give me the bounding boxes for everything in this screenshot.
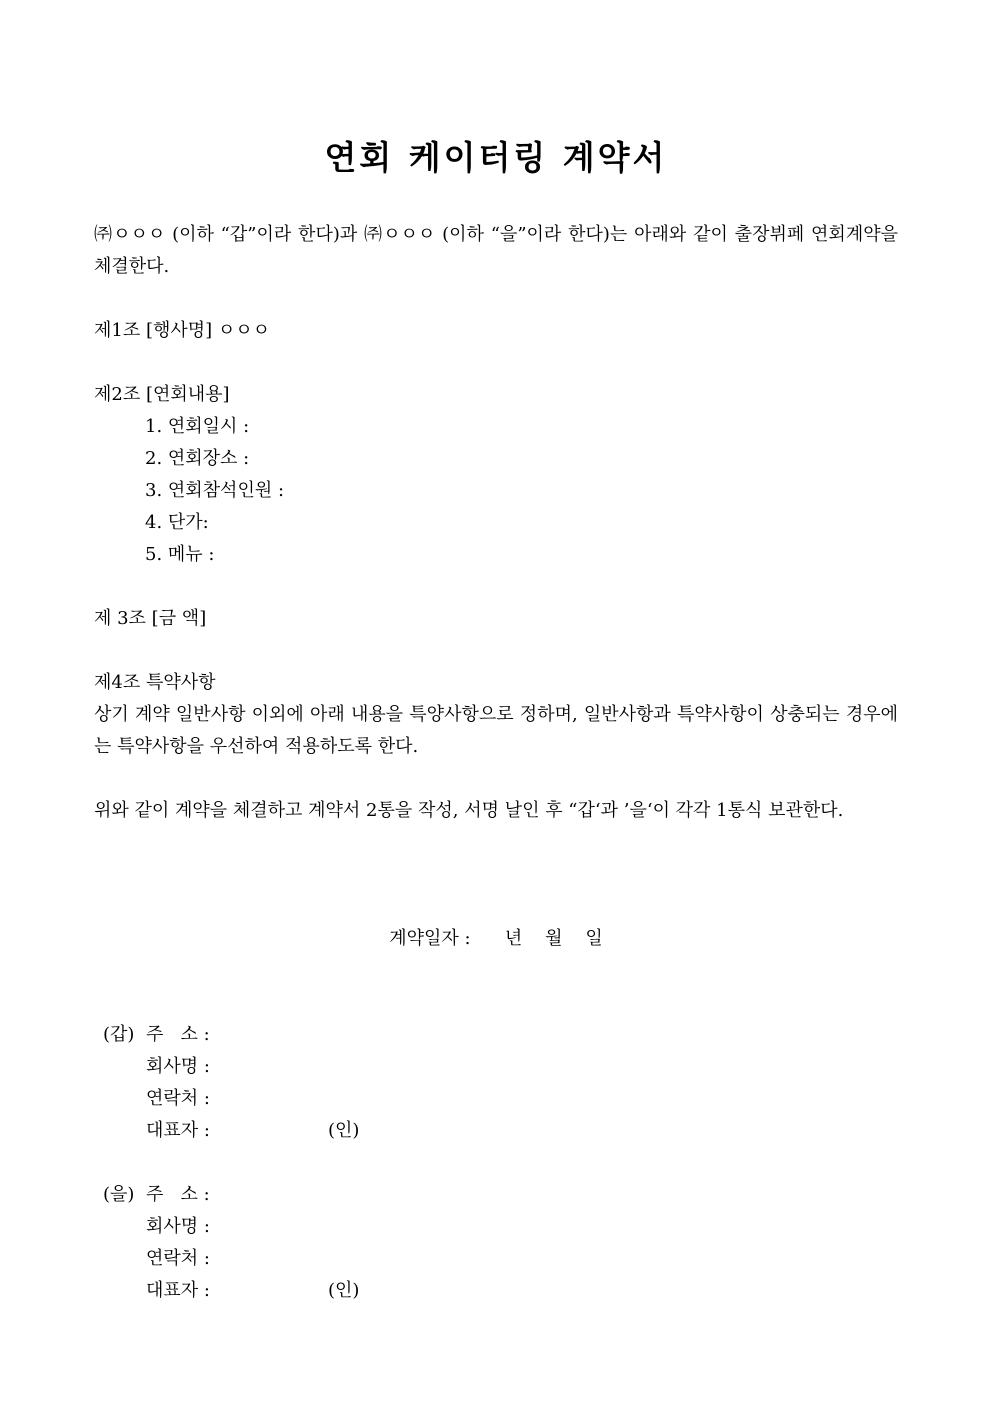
- article-2-item-2: 2. 연회장소 :: [145, 448, 250, 469]
- article-3: 제 3조 [금 액]: [94, 608, 207, 629]
- article-1: 제1조 [행사명] ㅇㅇㅇ: [94, 320, 271, 341]
- article-2-item-3: 3. 연회참석인원 :: [145, 480, 285, 501]
- party-eul-contact: 연락처 :: [146, 1248, 210, 1269]
- intro-paragraph: ㈜ㅇㅇㅇ (이하 “갑”이라 한다)과 ㈜ㅇㅇㅇ (이하 “을”이라 한다)는 아래와 같이 출장뷔페 연회계약을 체결한다.: [94, 224, 898, 277]
- article-2-item-4: 4. 단가:: [145, 512, 209, 533]
- party-gap-address: 주 소 :: [146, 1024, 210, 1045]
- party-gap-seal: (인): [328, 1120, 360, 1141]
- contract-date: 계약일자 : 년 월 일: [389, 928, 603, 949]
- party-eul-seal: (인): [328, 1280, 360, 1301]
- article-4-heading: 제4조 특약사항: [94, 672, 216, 693]
- party-gap-representative: 대표자 :: [146, 1120, 210, 1141]
- party-eul-address: 주 소 :: [146, 1184, 210, 1205]
- party-eul-company: 회사명 :: [146, 1216, 210, 1237]
- party-eul-label: (을): [103, 1184, 135, 1205]
- party-eul-representative: 대표자 :: [146, 1280, 210, 1301]
- article-4-body: 상기 계약 일반사항 이외에 아래 내용을 특양사항으로 정하며, 일반사항과 특약사항이 상충되는 경우에는 특약사항을 우선하여 적용하도록 한다.: [94, 704, 898, 757]
- article-2-heading: 제2조 [연회내용]: [94, 384, 230, 405]
- article-2-item-1: 1. 연회일시 :: [145, 416, 250, 437]
- party-gap-company: 회사명 :: [146, 1056, 210, 1077]
- party-gap-contact: 연락처 :: [146, 1088, 210, 1109]
- party-gap-label: (갑): [103, 1024, 135, 1045]
- article-2-item-5: 5. 메뉴 :: [145, 544, 215, 565]
- closing-paragraph: 위와 같이 계약을 체결하고 계약서 2통을 작성, 서명 날인 후 “갑‘과 ’을‘이 각각 1통식 보관한다.: [94, 800, 844, 821]
- document-title: 연회 케이터링 계약서: [324, 138, 668, 177]
